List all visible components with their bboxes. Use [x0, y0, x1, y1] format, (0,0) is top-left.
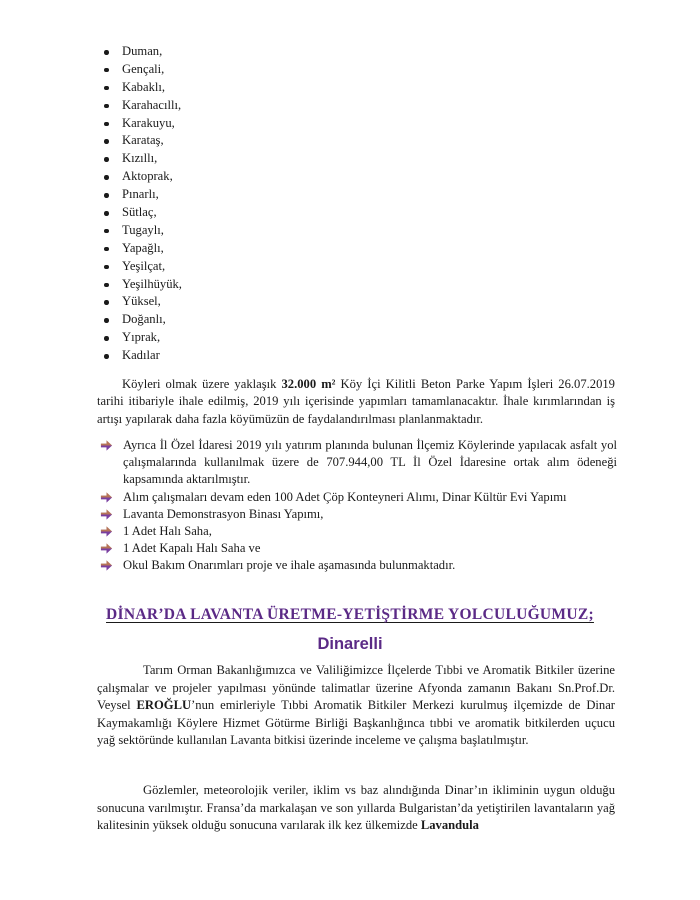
- subtitle: Dinarelli: [317, 635, 383, 653]
- bullet-dot-icon: [104, 300, 109, 305]
- arrow-right-icon: [100, 439, 113, 452]
- bullet-dot-icon: [104, 336, 109, 341]
- village-name: Yeşilhüyük,: [122, 276, 182, 291]
- arrow-right-icon: [100, 559, 113, 572]
- village-name: Doğanlı,: [122, 312, 166, 327]
- arrow-right-icon: [100, 542, 113, 555]
- bullet-dot-icon: [104, 68, 109, 73]
- village-name: Duman,: [122, 44, 163, 58]
- bullet-dot-icon: [104, 193, 109, 198]
- project-list-item: [97, 489, 617, 506]
- bullet-dot-icon: [104, 86, 109, 91]
- project-list: [97, 437, 617, 575]
- project-list-item: [97, 540, 617, 557]
- paragraph-climate: Gözlemler, meteorolojik veriler, iklim vs baz alındığında Dinar’ın ikliminin uygun olduğu sonucuna varılmıştır. Fransa’da markalaşan ve son yıllarda Bulgaristan’da yetiştirilen lavantaların yağ kalitesinin yüksek olduğu sonucuna varılarak ilk kez ülkemizde Lavandula: [97, 783, 615, 833]
- arrow-right-icon: [100, 508, 113, 521]
- bullet-dot-icon: [104, 139, 109, 144]
- project-list-item: [97, 523, 617, 540]
- bullet-dot-icon: [104, 318, 109, 323]
- bullet-dot-icon: [104, 157, 109, 162]
- village-name: Yapağlı,: [122, 240, 164, 255]
- bullet-dot-icon: [104, 265, 109, 270]
- project-item-text: Okul Bakım Onarımları proje ve ihale aşamasında bulunmaktadır.: [123, 558, 456, 573]
- village-name: Yeşilçat,: [122, 258, 166, 273]
- bullet-dot-icon: [104, 229, 109, 234]
- arrow-right-icon: [100, 491, 113, 504]
- paragraph-parke: Köyleri olmak üzere yaklaşık 32.000 m² Köy İçi Kilitli Beton Parke Yapım İşleri 26.07.2019 tarihi itibariyle ihale edilmiş, 2019 yılı içerisinde yapımları tamamlanacaktır. İhale kırımlarından iş artışı yapılarak daha fazla köyümüzün de faydalandırılması planlanmaktadır.: [97, 377, 615, 426]
- village-name: Karahacıllı,: [122, 97, 182, 112]
- village-name: Yüksel,: [122, 294, 161, 309]
- bullet-dot-icon: [104, 354, 109, 359]
- arrow-right-icon: [100, 525, 113, 538]
- project-item-text: 1 Adet Halı Saha,: [123, 524, 212, 539]
- village-name: Gençali,: [122, 61, 165, 76]
- bullet-dot-icon: [104, 122, 109, 127]
- bullet-dot-icon: [104, 247, 109, 252]
- bullet-dot-icon: [104, 50, 109, 55]
- project-item-text: Alım çalışmaları devam eden 100 Adet Çöp Konteyneri Alımı, Dinar Kültür Evi Yapımı: [123, 489, 567, 504]
- project-list-item: [97, 437, 617, 489]
- village-name: Karakuyu,: [122, 115, 175, 130]
- project-item-text: Lavanta Demonstrasyon Binası Yapımı,: [123, 506, 324, 521]
- village-name: Kabaklı,: [122, 79, 166, 94]
- village-name: Pınarlı,: [122, 187, 159, 202]
- village-name: Tugaylı,: [122, 222, 164, 237]
- project-item-text: Ayrıca İl Özel İdaresi 2019 yılı yatırım planında bulunan İlçemiz Köylerinde yapılacak asfalt yol çalışmalarında kullanılmak üzere de 707.944,00 TL İl Özel İdaresine ortak alım ödeneği kapsamında aktarılmıştır.: [123, 438, 617, 487]
- section-title: DİNAR’DA LAVANTA ÜRETME-YETİŞTİRME YOLCULUĞUMUZ;: [106, 606, 594, 623]
- bullet-dot-icon: [104, 211, 109, 216]
- bullet-dot-icon: [104, 104, 109, 109]
- village-name: Sütlaç,: [122, 205, 157, 220]
- paragraph-lavanta-intro: Tarım Orman Bakanlığımızca ve Valiliğimizce İlçelerde Tıbbi ve Aromatik Bitkiler üzerine çalışmalar ve projeler yapılması yönünde talimatlar üzerine Afyonda zamanın Bakanı Sn.Prof.Dr. Veysel EROĞLU’nun emirleriyle Tıbbi Aromatik Bitkiler Merkezi kurulmuş ilçemizde de Dinar Kaymakamlığı Köylere Hizmet Götürme Birliği Başkanlığınca tıbbi ve aromatik bitkilerden uçucu yağ sektöründe kullanılan Lavanta bitkisi üzerinde inceleme ve çalışma başlatılmıştır.: [97, 663, 615, 748]
- bullet-dot-icon: [104, 175, 109, 180]
- village-name: Karataş,: [122, 133, 164, 148]
- project-list-item: [97, 506, 617, 523]
- project-list-item: [97, 557, 617, 574]
- village-name: Kızıllı,: [122, 151, 158, 166]
- project-item-text: 1 Adet Kapalı Halı Saha ve: [123, 541, 261, 556]
- village-name: Yıprak,: [122, 330, 161, 345]
- village-name: Aktoprak,: [122, 169, 173, 184]
- bullet-dot-icon: [104, 283, 109, 288]
- village-name: Kadılar: [122, 348, 160, 363]
